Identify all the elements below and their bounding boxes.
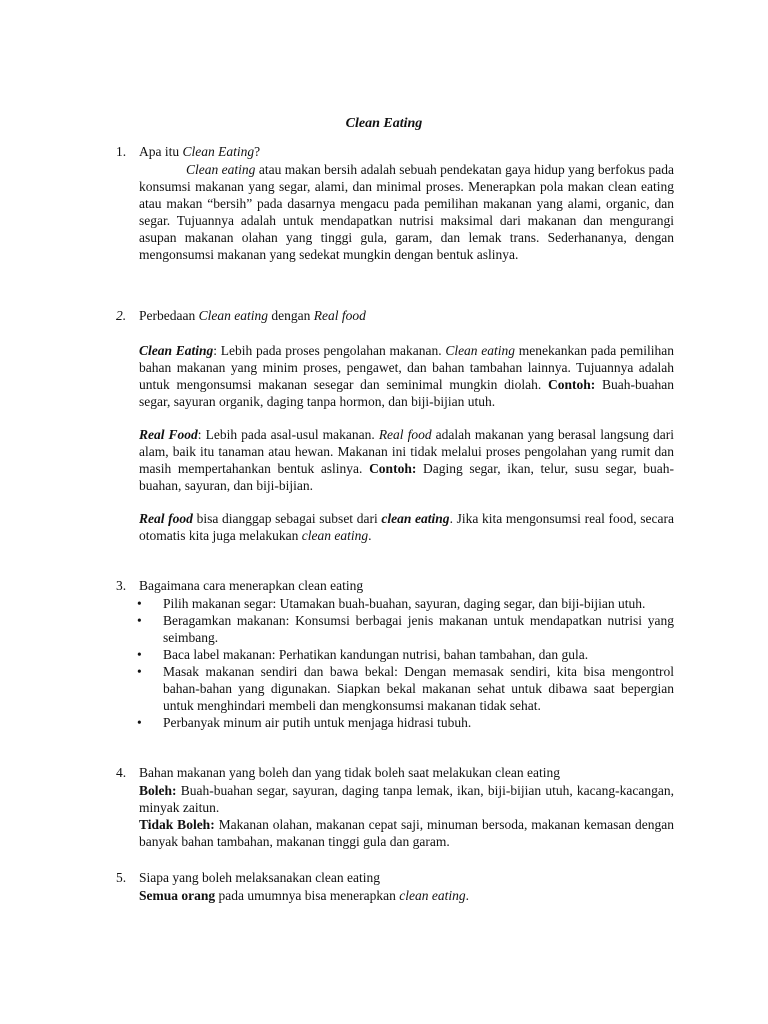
list-item-text: Masak makanan sendiri dan bawa bekal: Dengan memasak sendiri, kita bisa mengontrol bahan-bahan yang digunakan. Siapkan bekal makanan sehat untuk dibawa saat bepergian untuk menghindari membeli dan mengkonsumsi makanan tidak sehat. [163,664,674,713]
forbidden-label: Tidak Boleh: [139,817,215,832]
list-item-text: Beragamkan makanan: Konsumsi berbagai jenis makanan untuk mendapatkan nutrisi yang seimbang. [163,613,674,645]
paragraph-text: : Lebih pada asal-usul makanan. [197,427,379,442]
section-number: 1. [116,144,127,159]
section-paragraph [139,887,674,904]
allowed-label: Boleh: [139,783,177,798]
example-label: Contoh: [369,461,417,476]
paragraph-text: adalah makanan yang berasal langsung dari alam, baik itu tanaman atau hewan. Makanan ini tidak melalui proses pengolahan yang rumit dan masih mempertahankan bentuk aslinya. [139,427,674,476]
section-2 [116,307,674,544]
paragraph-text: menekankan pada pemilihan bahan makanan yang minim proses, pengawet, dan bahan tambahan lainnya. Tujuannya adalah untuk mengonsumsi makanan sesegar dan seminimal mungkin diolah. [139,343,674,392]
forbidden-text: Makanan olahan, makanan cepat saji, minuman bersoda, makanan kemasan dengan banyak bahan tambahan, makanan tinggi gula dan garam. [139,817,674,849]
section-heading [139,143,674,160]
section-3 [116,577,674,731]
term-italic: Clean eating [445,343,516,358]
paragraph-text: pada umumnya bisa menerapkan [215,888,400,903]
allowed-text: Buah-buahan segar, sayuran, daging tanpa lemak, ikan, biji-bijian utuh, kacang-kacangan, minyak zaitun. [139,783,674,815]
term-bold-italic: Clean Eating [139,343,214,358]
paragraph-text: Buah-buahan segar, sayuran organik, daging tanpa hormon, dan biji-bijian utuh. [139,377,675,409]
list-item [116,663,674,714]
section-1 [116,143,674,263]
term-bold-italic: Real food [139,511,193,526]
section-heading: Bahan makanan yang boleh dan yang tidak boleh saat melakukan clean eating [139,765,560,780]
term-italic: Real food [378,427,432,442]
subset-paragraph [139,510,674,544]
paragraph-text: Daging segar, ikan, telur, susu segar, buah-buahan, sayuran, dan biji-bijian. [139,461,674,493]
bullet-icon: • [137,647,142,662]
heading-text: dengan [267,308,314,323]
section-number: 2. [116,308,127,323]
paragraph-text: . Jika kita mengonsumsi real food, secara otomatis kita juga melakukan [139,511,675,543]
term-italic: clean eating [399,888,466,903]
list-item-text: Perbanyak minum air putih untuk menjaga hidrasi tubuh. [163,715,472,730]
real-food-paragraph [139,426,674,494]
paragraph-text: . [368,528,372,543]
heading-term: Clean Eating [182,144,255,159]
term-bold-italic: clean eating [381,511,450,526]
list-item [116,612,674,646]
heading-term: Real food [313,308,366,323]
list-item [116,595,674,612]
bullet-icon: • [137,596,142,611]
section-4 [116,764,674,850]
section-number: 4. [116,765,127,780]
forbidden-foods [139,816,674,850]
paragraph-text: bisa dianggap sebagai subset dari [192,511,382,526]
heading-text: Apa itu [139,144,183,159]
list-item-text: Baca label makanan: Perhatikan kandungan nutrisi, bahan tambahan, dan gula. [163,647,589,662]
bullet-icon: • [137,664,142,679]
clean-eating-paragraph [139,342,674,410]
term-italic: Clean eating [186,162,256,177]
section-number: 3. [116,578,127,593]
bullet-icon: • [137,613,142,628]
allowed-foods [139,782,674,816]
heading-text: ? [254,144,261,159]
section-number: 5. [116,870,127,885]
list-item [116,714,674,731]
section-heading: Siapa yang boleh melaksanakan clean eating [139,870,381,885]
section-paragraph [139,161,674,263]
paragraph-text: : Lebih pada proses pengolahan makanan. [213,343,446,358]
list-item-text: Pilih makanan segar: Utamakan buah-buahan, sayuran, daging segar, dan biji-bijian utuh. [163,596,646,611]
term-italic: clean eating [301,528,369,543]
example-label: Contoh: [548,377,596,392]
section-heading [139,307,674,324]
page-title: Clean Eating [345,116,423,131]
paragraph-text: . [465,888,469,903]
emphasis-bold: Semua orang [139,888,216,903]
paragraph-text: atau makan bersih adalah sebuah pendekatan gaya hidup yang berfokus pada konsumsi makanan yang segar, alami, dan minimal proses. Menerapkan pola makan clean eating atau makan “bersih” pada dasarnya mengacu pada pemilihan makanan yang alami, organic, dan segar. Tujuannya adalah untuk mendapatkan nutrisi maksimal dari makanan dan mengurangi asupan makanan olahan yang tinggi gula, garam, dan lemak trans. Sederhananya, dengan mengonsumsi makanan yang sedekat mungkin dengan bentuk aslinya. [139,162,674,262]
term-bold-italic: Real Food [139,427,198,442]
list-item [116,646,674,663]
section-5 [116,869,674,904]
heading-term: Clean eating [198,308,268,323]
bullet-icon: • [137,715,142,730]
heading-text: Perbedaan [139,308,199,323]
section-heading: Bagaimana cara menerapkan clean eating [139,578,364,593]
